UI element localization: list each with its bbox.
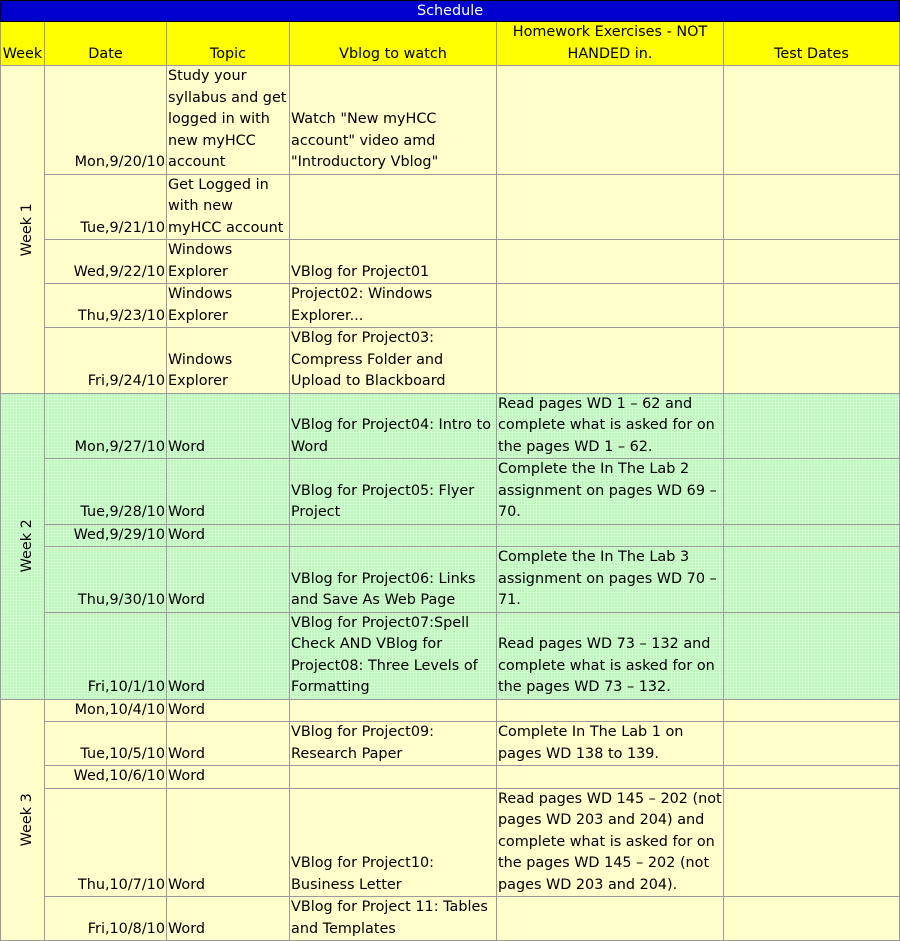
homework-cell[interactable] (497, 240, 724, 284)
topic-cell[interactable]: Word (167, 459, 290, 525)
homework-cell[interactable] (497, 174, 724, 240)
homework-cell[interactable] (497, 66, 724, 175)
test-date-cell[interactable] (724, 240, 900, 284)
table-row (1, 393, 900, 459)
vblog-cell[interactable] (290, 766, 497, 789)
date-cell[interactable]: Thu,10/7/10 (45, 788, 167, 897)
test-date-cell[interactable] (724, 547, 900, 613)
homework-cell[interactable]: Read pages WD 73 – 132 and complete what is asked for on the pages WD 73 – 132. (497, 612, 724, 699)
vblog-cell[interactable]: VBlog for Project06: Links and Save As Web Page (290, 547, 497, 613)
vblog-cell[interactable] (290, 174, 497, 240)
date-cell[interactable]: Tue,9/28/10 (45, 459, 167, 525)
test-date-cell[interactable] (724, 524, 900, 547)
table-row (1, 459, 900, 525)
header-homework[interactable]: Homework Exercises - NOT HANDED in. (497, 22, 724, 66)
table-row (1, 766, 900, 789)
topic-cell[interactable]: Word (167, 547, 290, 613)
header-topic[interactable]: Topic (167, 22, 290, 66)
homework-cell[interactable] (497, 328, 724, 394)
vblog-cell[interactable]: VBlog for Project07:Spell Check AND VBlog for Project08: Three Levels of Formatting (290, 612, 497, 699)
table-row (1, 699, 900, 722)
week-label-cell[interactable] (1, 393, 45, 699)
topic-cell[interactable]: Word (167, 699, 290, 722)
vblog-cell[interactable]: VBlog for Project05: Flyer Project (290, 459, 497, 525)
date-cell[interactable]: Wed,10/6/10 (45, 766, 167, 789)
topic-cell[interactable]: Word (167, 524, 290, 547)
table-row (1, 547, 900, 613)
test-date-cell[interactable] (724, 722, 900, 766)
topic-cell[interactable]: Windows Explorer (167, 328, 290, 394)
vblog-cell[interactable]: Watch "New myHCC account" video amd "Introductory Vblog" (290, 66, 497, 175)
vblog-cell[interactable]: VBlog for Project10: Business Letter (290, 788, 497, 897)
topic-cell[interactable]: Word (167, 766, 290, 789)
schedule-title[interactable]: Schedule (1, 1, 900, 22)
homework-cell[interactable] (497, 284, 724, 328)
test-date-cell[interactable] (724, 459, 900, 525)
topic-cell[interactable]: Windows Explorer (167, 284, 290, 328)
week-label-cell[interactable] (1, 699, 45, 941)
date-cell[interactable]: Wed,9/22/10 (45, 240, 167, 284)
test-date-cell[interactable] (724, 328, 900, 394)
homework-cell[interactable] (497, 766, 724, 789)
test-date-cell[interactable] (724, 66, 900, 175)
date-cell[interactable]: Thu,9/30/10 (45, 547, 167, 613)
topic-cell[interactable]: Word (167, 722, 290, 766)
date-cell[interactable]: Mon,10/4/10 (45, 699, 167, 722)
week-label: Week 3 (18, 793, 35, 847)
topic-cell[interactable]: Word (167, 612, 290, 699)
homework-cell[interactable]: Read pages WD 1 – 62 and complete what is asked for on the pages WD 1 – 62. (497, 393, 724, 459)
week-label-cell[interactable] (1, 66, 45, 394)
homework-cell[interactable] (497, 699, 724, 722)
test-date-cell[interactable] (724, 788, 900, 897)
header-row (1, 22, 900, 66)
test-date-cell[interactable] (724, 897, 900, 941)
test-date-cell[interactable] (724, 393, 900, 459)
vblog-cell[interactable]: Project02: Windows Explorer... (290, 284, 497, 328)
date-cell[interactable]: Fri,10/1/10 (45, 612, 167, 699)
vblog-cell[interactable]: VBlog for Project 11: Tables and Templates (290, 897, 497, 941)
vblog-cell[interactable] (290, 524, 497, 547)
table-row (1, 174, 900, 240)
test-date-cell[interactable] (724, 284, 900, 328)
homework-cell[interactable] (497, 897, 724, 941)
test-date-cell[interactable] (724, 766, 900, 789)
table-row (1, 897, 900, 941)
homework-cell[interactable]: Read pages WD 145 – 202 (not pages WD 203 and 204) and complete what is asked for on the pages WD 145 – 202 (not pages WD 203 and 204). (497, 788, 724, 897)
topic-cell[interactable]: Word (167, 788, 290, 897)
date-cell[interactable]: Wed,9/29/10 (45, 524, 167, 547)
header-date[interactable]: Date (45, 22, 167, 66)
topic-cell[interactable]: Study your syllabus and get logged in with new myHCC account (167, 66, 290, 175)
week-label: Week 2 (18, 519, 35, 573)
test-date-cell[interactable] (724, 612, 900, 699)
title-row (1, 1, 900, 22)
topic-cell[interactable]: Windows Explorer (167, 240, 290, 284)
topic-cell[interactable]: Word (167, 897, 290, 941)
header-vblog[interactable]: Vblog to watch (290, 22, 497, 66)
topic-cell[interactable]: Get Logged in with new myHCC account (167, 174, 290, 240)
table-row (1, 240, 900, 284)
vblog-cell[interactable]: VBlog for Project04: Intro to Word (290, 393, 497, 459)
table-row (1, 284, 900, 328)
date-cell[interactable]: Tue,10/5/10 (45, 722, 167, 766)
homework-cell[interactable]: Complete the In The Lab 3 assignment on pages WD 70 – 71. (497, 547, 724, 613)
header-week[interactable]: Week (1, 22, 45, 66)
table-row (1, 722, 900, 766)
test-date-cell[interactable] (724, 174, 900, 240)
date-cell[interactable]: Thu,9/23/10 (45, 284, 167, 328)
vblog-cell[interactable]: VBlog for Project03: Compress Folder and Upload to Blackboard (290, 328, 497, 394)
vblog-cell[interactable] (290, 699, 497, 722)
topic-cell[interactable]: Word (167, 393, 290, 459)
table-row (1, 612, 900, 699)
header-test-dates[interactable]: Test Dates (724, 22, 900, 66)
homework-cell[interactable]: Complete the In The Lab 2 assignment on pages WD 69 – 70. (497, 459, 724, 525)
date-cell[interactable]: Tue,9/21/10 (45, 174, 167, 240)
date-cell[interactable]: Fri,9/24/10 (45, 328, 167, 394)
table-row (1, 524, 900, 547)
week-label: Week 1 (18, 202, 35, 256)
table-row (1, 66, 900, 175)
date-cell[interactable]: Mon,9/20/10 (45, 66, 167, 175)
date-cell[interactable]: Mon,9/27/10 (45, 393, 167, 459)
homework-cell[interactable] (497, 524, 724, 547)
table-row (1, 788, 900, 897)
vblog-cell[interactable]: VBlog for Project01 (290, 240, 497, 284)
date-cell[interactable]: Fri,10/8/10 (45, 897, 167, 941)
test-date-cell[interactable] (724, 699, 900, 722)
table-row (1, 328, 900, 394)
homework-cell[interactable]: Complete In The Lab 1 on pages WD 138 to 139. (497, 722, 724, 766)
vblog-cell[interactable]: VBlog for Project09: Research Paper (290, 722, 497, 766)
